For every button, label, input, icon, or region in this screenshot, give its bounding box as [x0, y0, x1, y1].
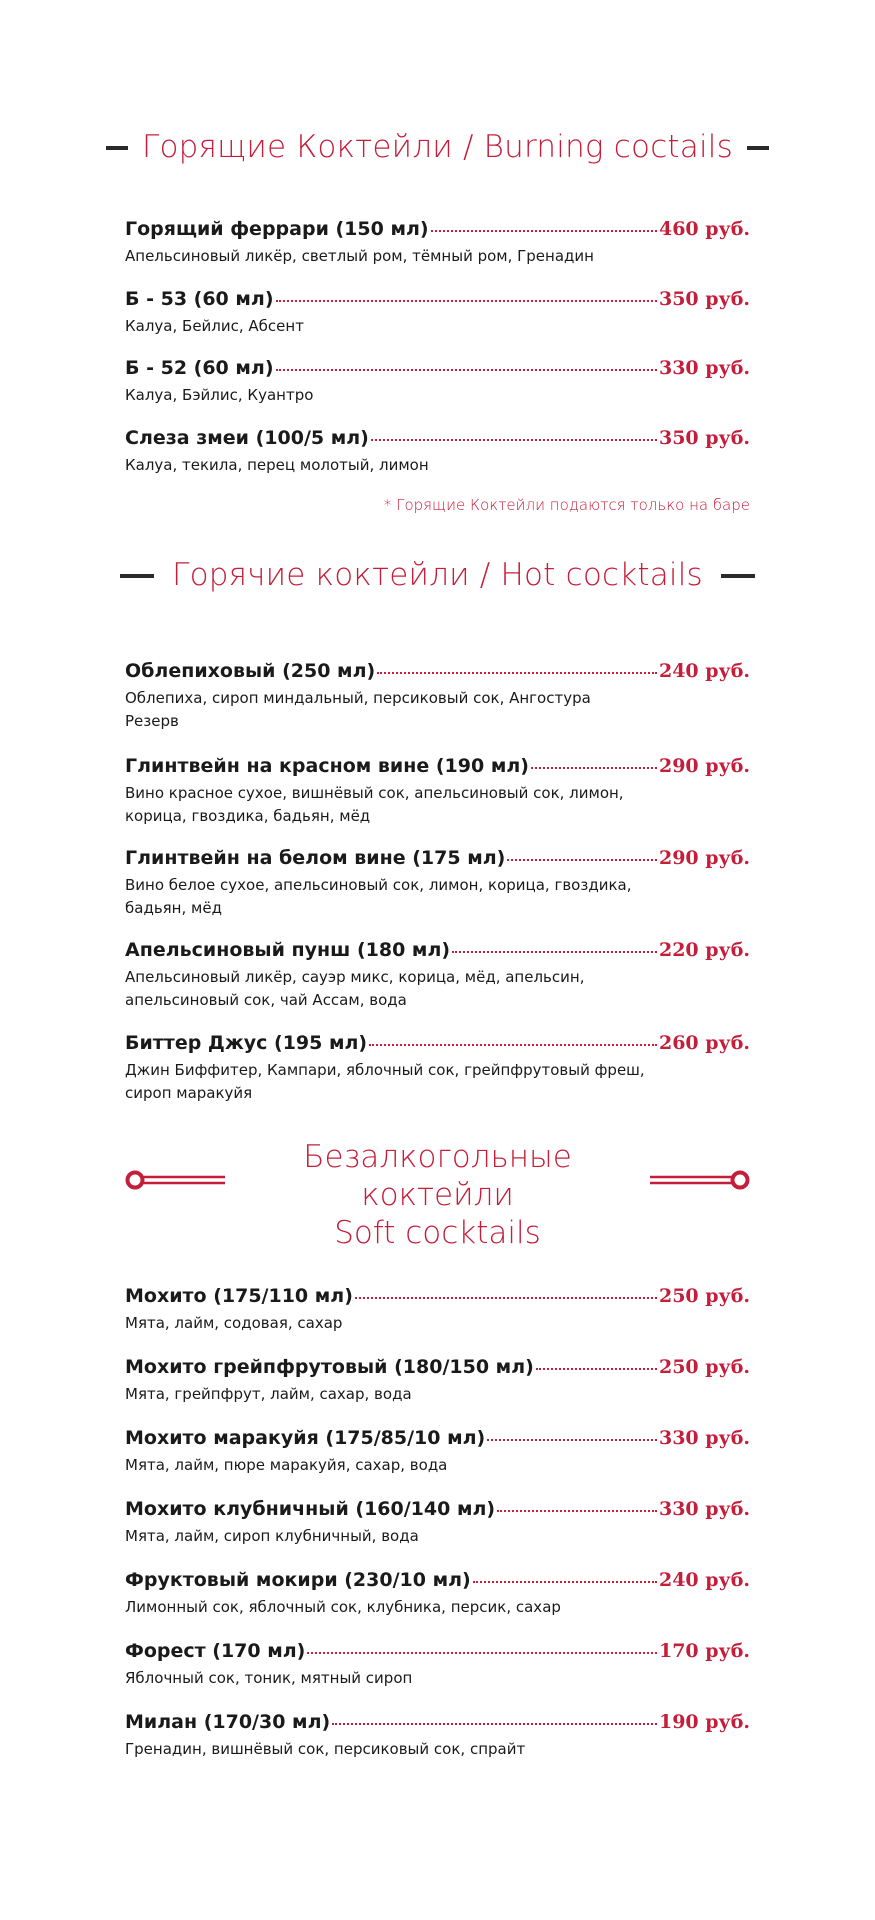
item-name: Мохито маракуйя (175/85/10 мл): [125, 1427, 486, 1449]
menu-item: [125, 288, 750, 338]
header-bar-left: [106, 146, 128, 150]
menu-item: [125, 1711, 750, 1761]
leader-dots: [507, 859, 657, 861]
item-price: 240 руб.: [658, 1569, 750, 1591]
item-name: Мохито клубничный (160/140 мл): [125, 1498, 496, 1520]
section-title-soft: [235, 1138, 640, 1252]
item-price: 250 руб.: [658, 1285, 750, 1307]
leader-dots: [377, 672, 657, 674]
item-description: Гренадин, вишнёвый сок, персиковый сок, спрайт: [125, 1740, 526, 1758]
item-name: Облепиховый (250 мл): [125, 660, 376, 682]
leader-dots: [473, 1581, 657, 1583]
item-description: Мята, лайм, пюре маракуйя, сахар, вода: [125, 1456, 448, 1474]
item-description: Мята, лайм, сироп клубничный, вода: [125, 1527, 419, 1545]
menu-item: [125, 1427, 750, 1477]
item-price: 350 руб.: [658, 288, 750, 310]
menu-item: [125, 357, 750, 407]
burning-note: * Горящие Коктейли подаются только на баре: [383, 496, 750, 514]
menu-item: [125, 660, 750, 733]
item-name: Глинтвейн на красном вине (190 мл): [125, 755, 529, 777]
section-header-burning: [125, 129, 750, 165]
item-name: Мохито грейпфрутовый (180/150 мл): [125, 1356, 534, 1378]
section-title-hot: Горячие коктейли / Hot cocktails: [172, 557, 703, 593]
item-name: Форест (170 мл): [125, 1640, 306, 1662]
header-bar-right: [721, 574, 755, 578]
item-description: Вино красное сухое, вишнёвый сок, апельсиновый сок, лимон, корица, гвоздика, бадьян, мёд: [125, 784, 624, 825]
item-price: 250 руб.: [658, 1356, 750, 1378]
item-name: Глинтвейн на белом вине (175 мл): [125, 847, 506, 869]
menu-item: [125, 1640, 750, 1690]
item-description: Облепиха, сироп миндальный, персиковый сок, Ангостура Резерв: [125, 689, 591, 730]
leader-dots: [431, 230, 657, 232]
item-name: Б - 53 (60 мл): [125, 288, 274, 310]
leader-dots: [452, 951, 657, 953]
item-name: Милан (170/30 мл): [125, 1711, 331, 1733]
item-name: Фруктовый мокири (230/10 мл): [125, 1569, 471, 1591]
menu-item: [125, 939, 750, 1012]
item-name: Слеза змеи (100/5 мл): [125, 427, 369, 449]
item-name: Биттер Джус (195 мл): [125, 1032, 368, 1054]
item-description: Калуа, Бэйлис, Куантро: [125, 386, 314, 404]
menu-item: [125, 1285, 750, 1335]
item-name: Б - 52 (60 мл): [125, 357, 274, 379]
menu-item: [125, 755, 750, 828]
leader-dots: [276, 300, 657, 302]
item-description: Апельсиновый ликёр, сауэр микс, корица, мёд, апельсин, апельсиновый сок, чай Ассам, вода: [125, 968, 585, 1009]
leader-dots: [332, 1723, 657, 1725]
item-price: 330 руб.: [658, 1498, 750, 1520]
section-title-burning: Горящие Коктейли / Burning coctails: [142, 129, 733, 165]
item-price: 260 руб.: [658, 1032, 750, 1054]
menu-item: [125, 1569, 750, 1619]
leader-dots: [531, 767, 657, 769]
item-price: 330 руб.: [658, 1427, 750, 1449]
item-description: Джин Биффитер, Кампари, яблочный сок, грейпфрутовый фреш, сироп маракуйя: [125, 1061, 645, 1102]
item-price: 240 руб.: [658, 660, 750, 682]
header-bar-right: [747, 146, 769, 150]
leader-dots: [307, 1652, 657, 1654]
item-price: 290 руб.: [658, 755, 750, 777]
item-description: Лимонный сок, яблочный сок, клубника, персик, сахар: [125, 1598, 561, 1616]
soft-title-line2: Soft cocktails: [334, 1215, 541, 1251]
item-description: Мята, грейпфрут, лайм, сахар, вода: [125, 1385, 412, 1403]
soft-title-line1: Безалкогольные коктейли: [303, 1139, 572, 1213]
item-description: Яблочный сок, тоник, мятный сироп: [125, 1669, 413, 1687]
item-description: Калуа, Бейлис, Абсент: [125, 317, 304, 335]
leader-dots: [276, 369, 657, 371]
item-name: Горящий феррари (150 мл): [125, 218, 429, 240]
ornament-right-icon: [650, 1170, 750, 1190]
menu-item: [125, 218, 750, 268]
item-description: Апельсиновый ликёр, светлый ром, тёмный ром, Гренадин: [125, 247, 594, 265]
leader-dots: [369, 1044, 657, 1046]
ornament-left-icon: [125, 1170, 225, 1190]
section-header-hot: [125, 557, 750, 593]
item-price: 170 руб.: [658, 1640, 750, 1662]
section-header-soft: [125, 1138, 750, 1251]
header-bar-left: [120, 574, 154, 578]
item-price: 350 руб.: [658, 427, 750, 449]
item-price: 290 руб.: [658, 847, 750, 869]
leader-dots: [536, 1368, 657, 1370]
menu-item: [125, 1356, 750, 1406]
leader-dots: [497, 1510, 657, 1512]
item-price: 460 руб.: [658, 218, 750, 240]
item-description: Мята, лайм, содовая, сахар: [125, 1314, 343, 1332]
leader-dots: [355, 1297, 657, 1299]
item-price: 220 руб.: [658, 939, 750, 961]
item-price: 190 руб.: [658, 1711, 750, 1733]
leader-dots: [371, 439, 657, 441]
menu-item: [125, 1498, 750, 1548]
item-name: Мохито (175/110 мл): [125, 1285, 353, 1307]
item-price: 330 руб.: [658, 357, 750, 379]
menu-item: [125, 427, 750, 477]
menu-item: [125, 1032, 750, 1105]
leader-dots: [487, 1439, 657, 1441]
menu-item: [125, 847, 750, 920]
item-description: Калуа, текила, перец молотый, лимон: [125, 456, 429, 474]
item-name: Апельсиновый пунш (180 мл): [125, 939, 451, 961]
item-description: Вино белое сухое, апельсиновый сок, лимон, корица, гвоздика, бадьян, мёд: [125, 876, 632, 917]
